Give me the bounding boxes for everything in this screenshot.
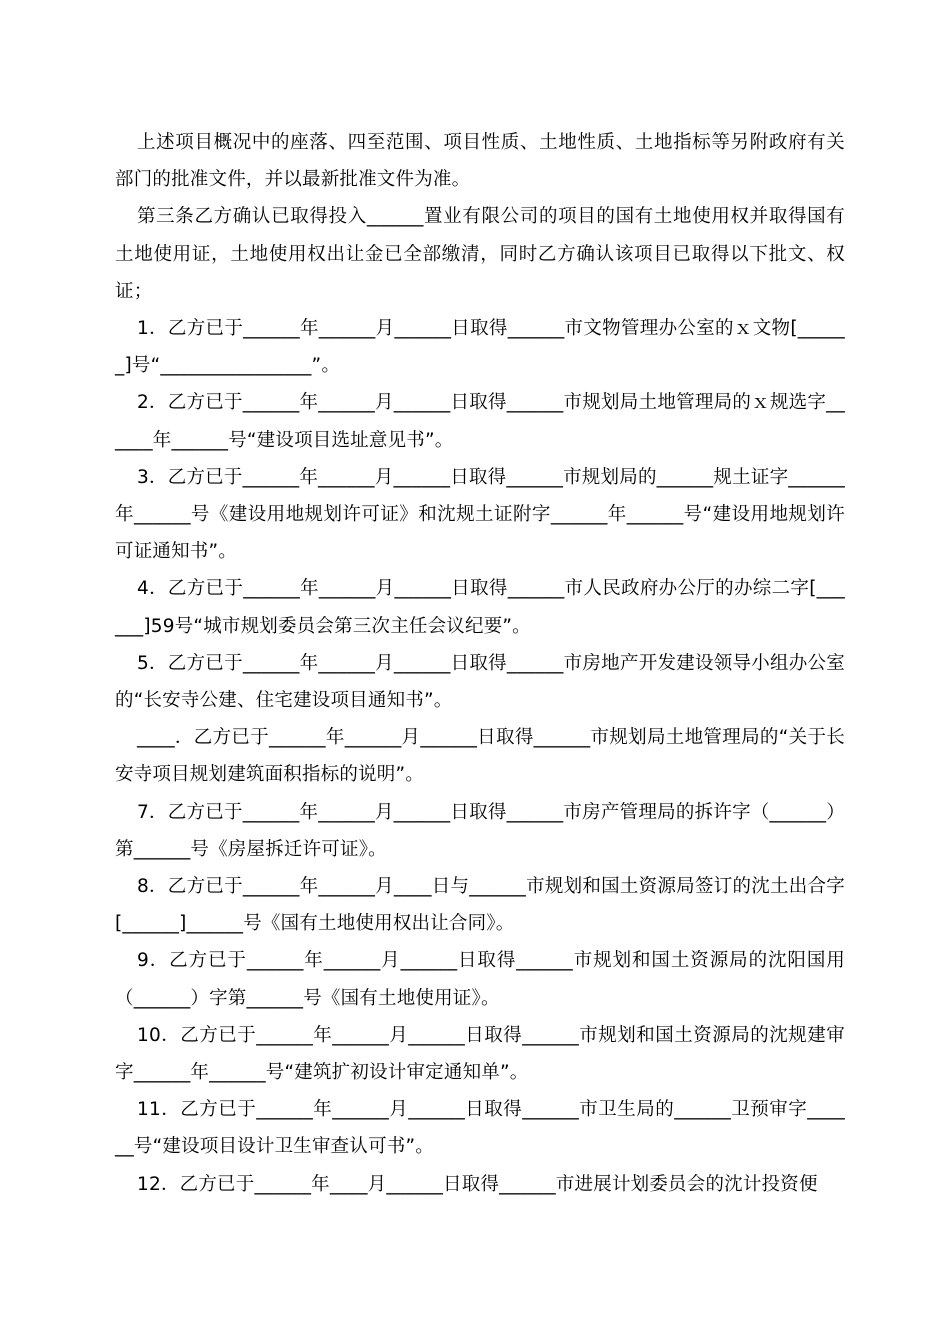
list-item-10: 10．乙方已于______年______月______日取得______市规划和国土资源局的沈规建审字______年______号“建筑扩初设计审定通知单”。	[115, 1024, 845, 1084]
list-item-11: 11．乙方已于______年______月______日取得______市卫生局的______卫预审字______号“建设项目设计卫生审查认可书”。	[115, 1099, 845, 1158]
list-item-12: 12．乙方已于______年____月______日取得______市进展计划委员会的沈计投资便	[137, 1173, 818, 1195]
list-item-8: 8．乙方已于______年______月____日与______市规划和国土资源局签订的沈土出合字[______]______号《国有土地使用权出让合同》。	[115, 876, 845, 935]
list-item-1: 1．乙方已于______年______月______日取得______市文物管理办公室的ｘ文物[______]号“________________”。	[115, 318, 845, 377]
list-item-4: 4．乙方已于______年______月______日取得______市人民政府办公厅的办综二字[______]59号“城市规划委员会第三次主任会议纪要”。	[115, 578, 845, 637]
paragraph-article-3: 第三条乙方确认已取得投入______置业有限公司的项目的国有土地使用权并取得国有土地使用证，土地使用权出让金已全部缴清，同时乙方确认该项目已取得以下批文、权证；	[115, 206, 845, 302]
document-body	[115, 124, 845, 1203]
list-item-9: 9．乙方已于______年______月______日取得______市规划和国土资源局的沈阳国用（______）字第______号《国有土地使用证》。	[115, 950, 845, 1009]
list-item-6: ____．乙方已于______年______月______日取得______市规划局土地管理局的“关于长安寺项目规划建筑面积指标的说明”。	[115, 727, 845, 786]
list-item-3: 3．乙方已于______年______月______日取得______市规划局的______规土证字______年______号《建设用地规划许可证》和沈规土证附字______年______号“建设用地规划许可证通知书”。	[115, 466, 845, 563]
paragraph-project-overview: 上述项目概况中的座落、四至范围、项目性质、土地性质、土地指标等另附政府有关部门的批准文件，并以最新批准文件为准。	[115, 132, 845, 191]
list-item-5: 5．乙方已于______年______月______日取得______市房地产开发建设领导小组办公室的“长安寺公建、住宅建设项目通知书”。	[115, 652, 845, 712]
list-item-7: 7．乙方已于______年______月______日取得______市房产管理局的拆许字（______）第______号《房屋拆迁许可证》。	[115, 801, 845, 860]
list-item-2: 2．乙方已于______年______月______日取得______市规划局土地管理局的ｘ规选字______年______号“建设项目选址意见书”。	[115, 392, 845, 451]
